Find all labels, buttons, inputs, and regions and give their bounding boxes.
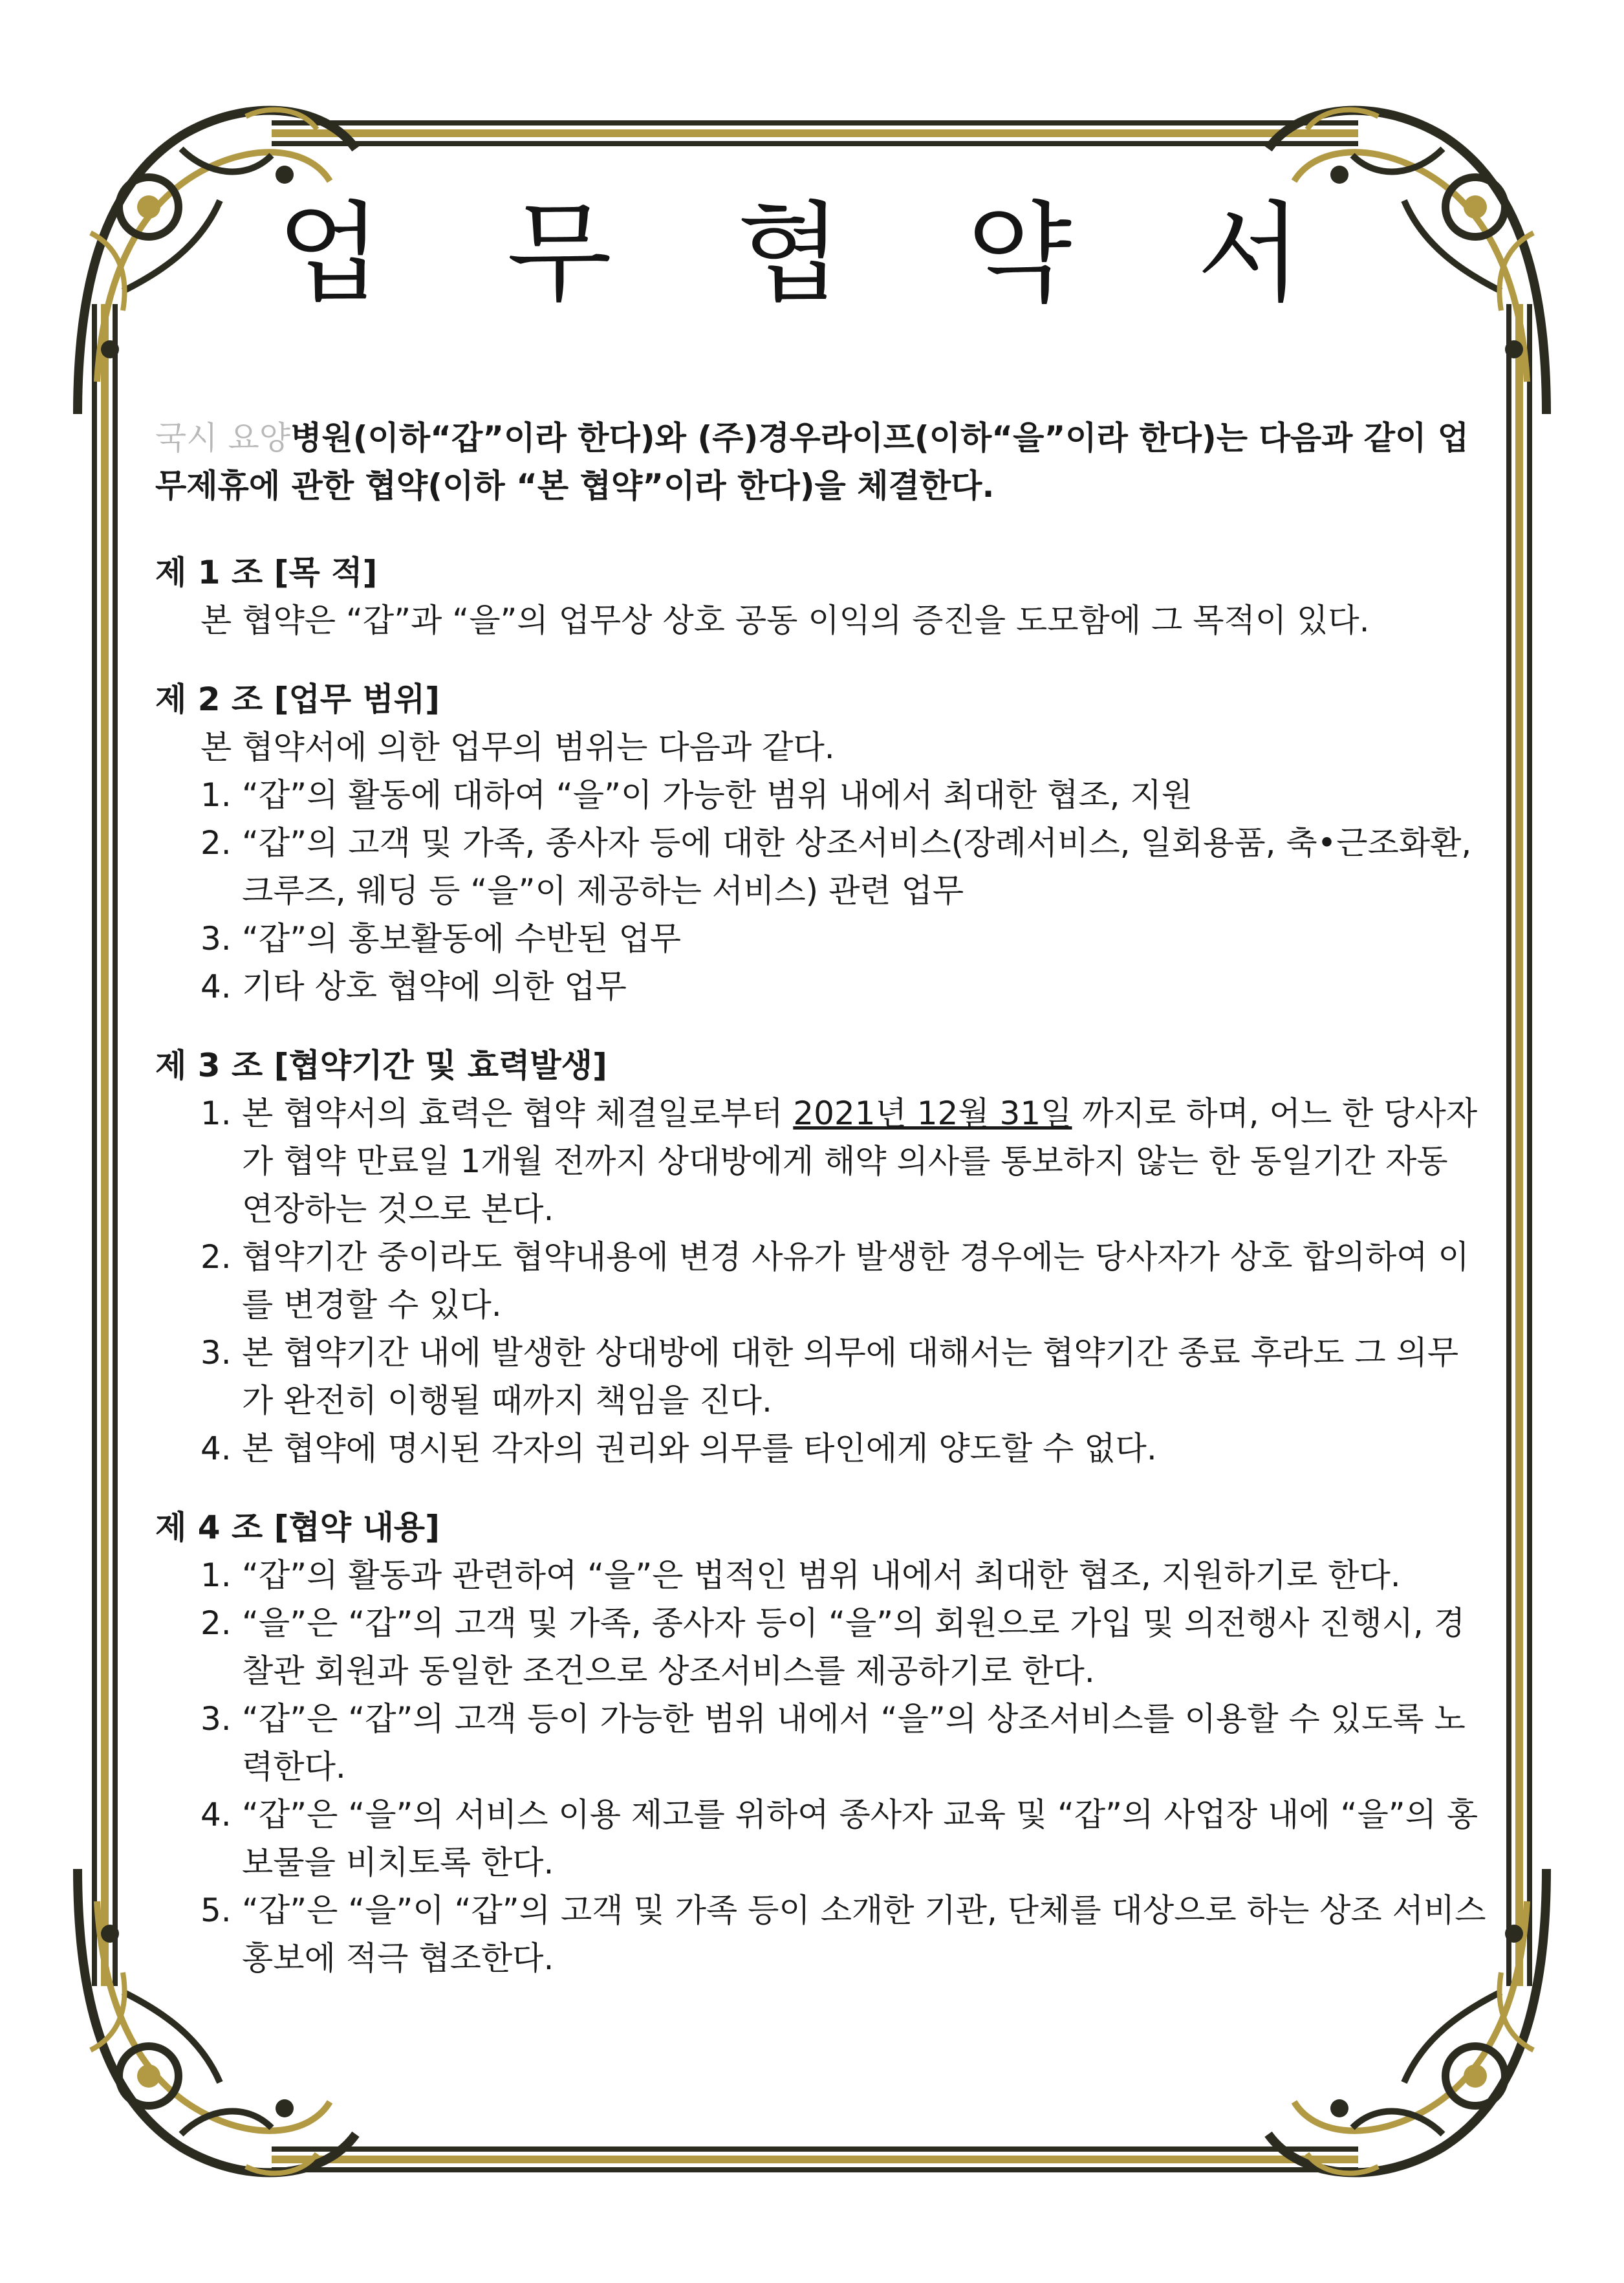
list-item: [200, 1791, 1488, 1886]
item-text: “갑”의 활동과 관련하여 “을”은 법적인 범위 내에서 최대한 협조, 지원하기로 한다.: [242, 1557, 1401, 1594]
article-2-list: [155, 771, 1488, 1010]
term-text-start: 본 협약서의 효력은 협약 체결일로부터: [242, 1095, 794, 1132]
item-text: “갑”의 활동에 대하여 “을”이 가능한 범위 내에서 최대한 협조, 지원: [242, 776, 1193, 814]
list-item: [200, 1233, 1488, 1329]
article-1-body: 본 협약은 “갑”과 “을”의 업무상 상호 공동 이익의 증진을 도모함에 그 목적이 있다.: [200, 602, 1370, 639]
article-4-heading: 제 4 조 [협약 내용]: [155, 1509, 440, 1546]
item-number: 4.: [200, 1796, 232, 1833]
item-text: “갑”의 고객 및 가족, 종사자 등에 대한 상조서비스(장례서비스, 일회용품, 축•근조화환, 크루즈, 웨딩 등 “을”이 제공하는 서비스) 관련 업무: [242, 824, 1472, 910]
article-3-list: [155, 1089, 1488, 1472]
item-number: 1.: [200, 1557, 232, 1594]
item-text: 협약기간 중이라도 협약내용에 변경 사유가 발생한 경우에는 당사자가 상호 합의하여 이를 변경할 수 있다.: [242, 1238, 1469, 1324]
item-number: 2.: [200, 1604, 232, 1642]
item-text: 본 협약기간 내에 발생한 상대방에 대한 의무에 대해서는 협약기간 종료 후라도 그 의무가 완전히 이행될 때까지 책임을 진다.: [242, 1334, 1459, 1419]
redacted-text: 국시 요양: [155, 419, 291, 457]
list-item: [200, 963, 1488, 1010]
list-item: [200, 1089, 1488, 1233]
item-text: 본 협약에 명시된 각자의 권리와 의무를 타인에게 양도할 수 없다.: [242, 1430, 1157, 1467]
list-item: [200, 1551, 1488, 1599]
item-number: 3.: [200, 1334, 232, 1371]
expiry-date: 2021년 12월 31일: [793, 1095, 1072, 1132]
item-number: 1.: [200, 1095, 232, 1132]
item-number: 2.: [200, 1238, 232, 1276]
article-2-heading: 제 2 조 [업무 범위]: [155, 681, 440, 718]
item-text: “갑”은 “을”이 “갑”의 고객 및 가족 등이 소개한 기관, 단체를 대상으로 하는 상조 서비스 홍보에 적극 협조한다.: [242, 1892, 1486, 1977]
document-title: 업 무 협 약 서: [276, 190, 1348, 317]
item-text: 기타 상호 협약에 의한 업무: [242, 968, 627, 1005]
list-item: [200, 819, 1488, 915]
item-text: “갑”은 “을”의 서비스 이용 제고를 위하여 종사자 교육 및 “갑”의 사업장 내에 “을”의 홍보물을 비치토록 한다.: [242, 1796, 1478, 1881]
article-3-heading: 제 3 조 [협약기간 및 효력발생]: [155, 1047, 607, 1084]
item-text: “갑”의 홍보활동에 수반된 업무: [242, 920, 682, 957]
article-4-list: [155, 1551, 1488, 1982]
item-number: 2.: [200, 824, 232, 862]
item-number: 5.: [200, 1892, 232, 1929]
list-item: [200, 1599, 1488, 1695]
intro-paragraph: [155, 414, 1488, 510]
document-body: [155, 414, 1488, 1982]
item-text: [242, 1089, 1488, 1233]
list-item: [200, 1425, 1488, 1472]
list-item: [200, 771, 1488, 819]
item-number: 3.: [200, 1700, 232, 1738]
list-item: [200, 1329, 1488, 1425]
item-number: 4.: [200, 1430, 232, 1467]
item-text: “을”은 “갑”의 고객 및 가족, 종사자 등이 “을”의 회원으로 가입 및 의전행사 진행시, 경찰관 회원과 동일한 조건으로 상조서비스를 제공하기로 한다.: [242, 1604, 1466, 1690]
term-text-end: 까지로 하며, 어느 한 당사자가 협약 만료일 1개월 전까지 상대방에게 해약 의사를 통보하지 않는 한 동일기간 자동 연장하는 것으로 본다.: [242, 1095, 1478, 1228]
item-number: 1.: [200, 776, 232, 814]
article-2-body: 본 협약서에 의한 업무의 범위는 다음과 같다.: [200, 728, 835, 766]
article-1-heading: 제 1 조 [목 적]: [155, 554, 378, 591]
list-item: [200, 1886, 1488, 1982]
item-number: 4.: [200, 968, 232, 1005]
item-text: “갑”은 “갑”의 고객 등이 가능한 범위 내에서 “을”의 상조서비스를 이용할 수 있도록 노력한다.: [242, 1700, 1466, 1786]
list-item: [200, 1695, 1488, 1791]
intro-text: 병원(이하“갑”이라 한다)와 (주)경우라이프(이하“을”이라 한다)는 다음과 같이 업무제휴에 관한 협약(이하 “본 협약”이라 한다)을 체결한다.: [155, 419, 1469, 505]
item-number: 3.: [200, 920, 232, 957]
list-item: [200, 915, 1488, 963]
